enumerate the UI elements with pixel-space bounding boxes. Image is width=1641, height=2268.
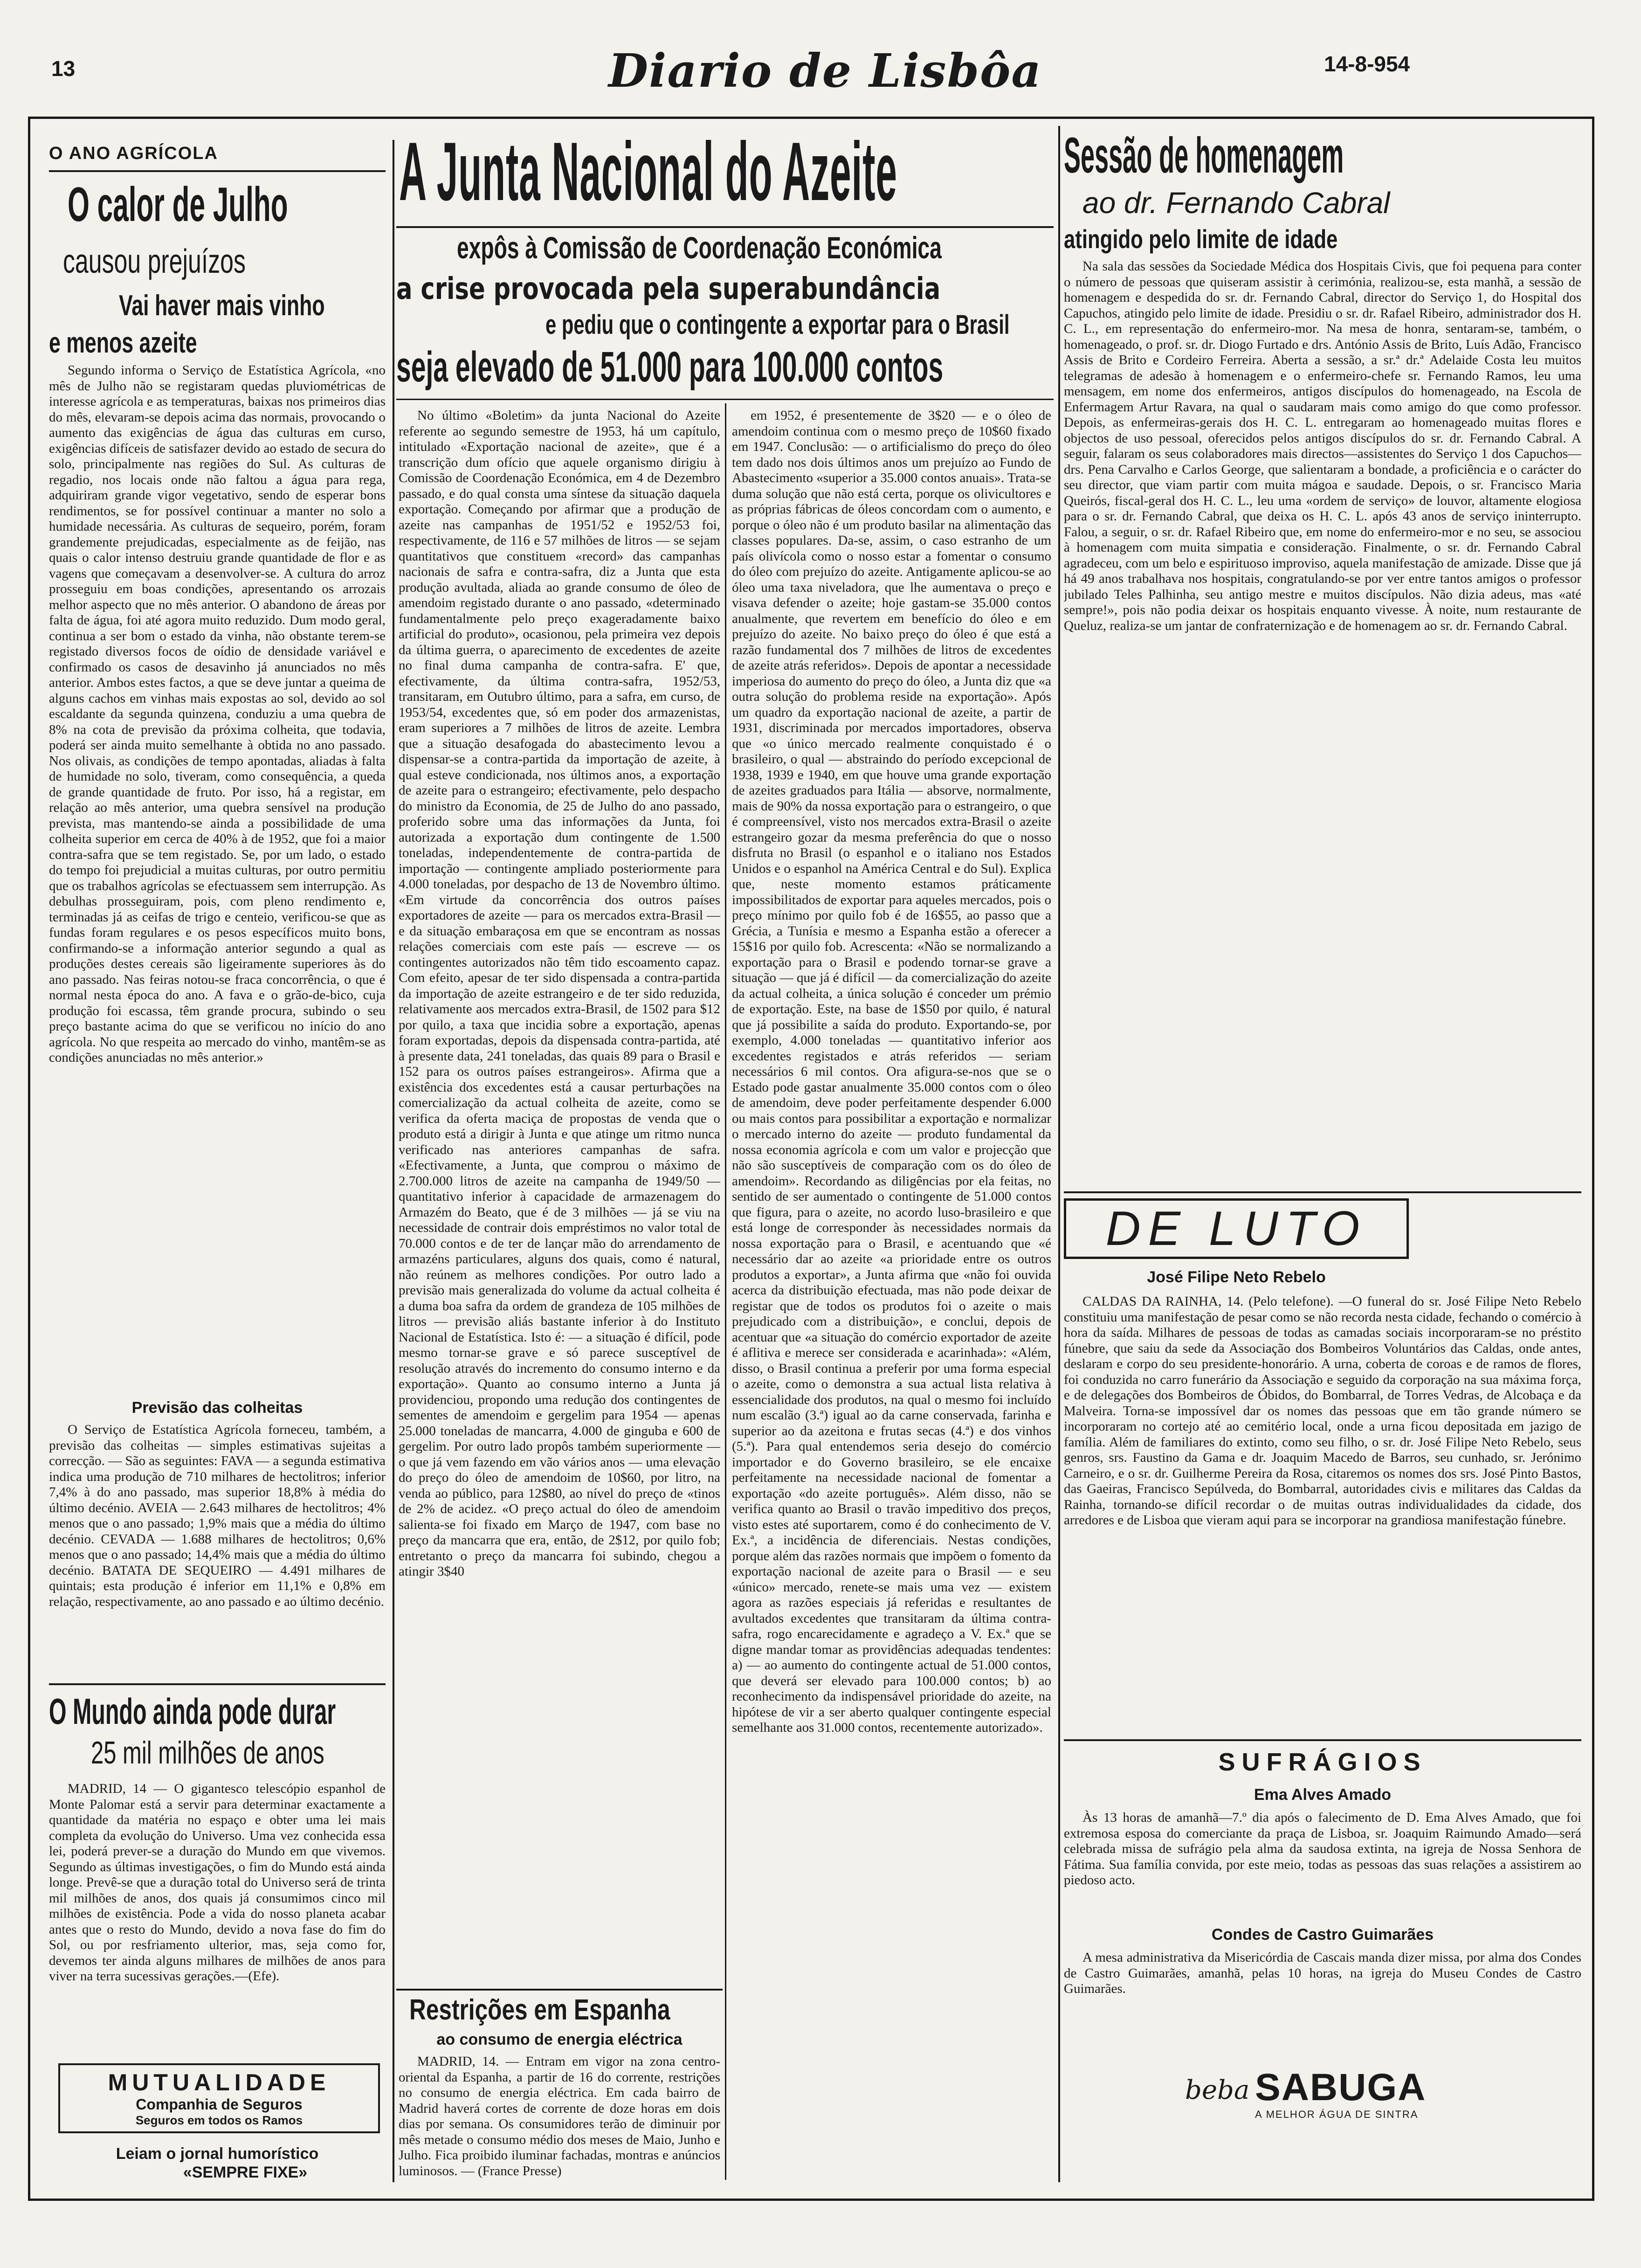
sufragio-name: Condes de Castro Guimarães: [1211, 1926, 1434, 1943]
deck-line: e pediu que o contingente a exportar para o Brasil: [545, 310, 1010, 340]
article-text: Na sala das sessões da Sociedade Médica dos Hospitais Civis, que foi pequena para conter o número de pessoas que quiseram assistir à cerimónia, realizou-se, esta manhã, a sessão de homenagem e despedida do sr. dr. Fernando Cabral, director do Serviço 1, do Hospital dos Capuchos, atingido pelo limite de idade. Presidiu o sr. dr. Rafael Ribeiro, administrador dos H. C. L., em representação do enfermeiro-mor. Na mesa de honra, sentaram-se, também, o homenageado, o prof. sr. dr. Diogo Furtado e drs. António Assis de Brito, Luís Adão, Francisco Assis de Brito e Cordeiro Ferreira. Aberta a sessão, a sr.ª dr.ª Adelaide Costa leu muitos telegramas de adesão à homenagem e o enfermeiro-chefe sr. Fernando Ramos, leu uma mensagem, em nome dos enfermeiros, antigos discípulos do homenageado, na Escola de Enfermagem Artur Ravara, na qual o saudaram mais como amigo do que como professor. Depois, as enfermeiras-gerais dos H. C. L. entregaram ao homenageado muitas flores e objectos de uso pessoal, oferecidos pelos antigos discípulos do sr. dr. Fernando Cabral. A seguir, falaram os seus colaboradores mais directos—assistentes do Serviço 1 dos Capuchos—drs. Pena Carvalho e Carlos George, que salientaram a bondade, a proficiência e o carácter do seu director, que viam partir com muita mágoa e saudade. Depois, o sr. Francisco Maria Queirós, fiscal-geral dos H. C. L., leu uma «ordem de serviço» de louvor, altamente elogiosa para o sr. dr. Fernando Cabral, que deixa os H. C. L. após 43 anos de serviço ininterrupto. Falou, a seguir, o sr. dr. Rafael Ribeiro que, em nome do enfermeiro-mor e no seu, se associou à homenagem com muita simpatia e consideração. Finalmente, o sr. dr. Fernando Cabral agradeceu, com um belo e espirituoso improviso, aquela manifestação de amizade. Disse que já há 49 anos trabalhava nos hospitais, congratulando-se por ver entre tantos amigos o professor jubilado Teles Palhinha, seu antigo mestre e muitos discípulos. Não dizia adeus, mas «até sempre!», pois não podia deixar os hospitais enquanto vivesse. À noite, num restaurante de Queluz, realiza-se um jantar de confraternização e de homenagem ao sr. dr. Fernando Cabral.: [1064, 259, 1581, 633]
page-number: 13: [51, 56, 76, 81]
article-body-sessao: [1064, 259, 1581, 1187]
article-text: Segundo informa o Serviço de Estatística Agrícola, «no mês de Julho não se registaram quedas pluviométricas de interesse agrícola e as temperaturas, baixas nos primeiros dias do mês, elevaram-se depois acima das normais, provocando o aumento das exigências de água das culturas em curso, exigências difíceis de satisfazer devido ao estado de secura do solo, principalmente nas regiões do Sul. As culturas de regadio, nos locais onde não faltou a água para rega, adquiriram grande vigor vegetativo, sendo de esperar bons rendimentos, se for possível continuar a manter no solo a humidade necessária. As culturas de sequeiro, porém, foram grandemente prejudicadas, especialmente as de feijão, nas quais o calor intenso destruiu grande quantidade de flor e as vagens que começavam a desenvolver-se. A cultura do arroz prosseguiu em boas condições, apresentando os arrozais melhor aspecto que no mês anterior. O abandono de áreas por falta de água, foi até agora muito reduzido. Dum modo geral, continua a ser bom o estado da vinha, não obstante terem-se registado diversos focos de oídio de densidade variável e confirmado os casos de desavinho já anunciados no mês anterior. Ambos estes factos, a que se deve juntar a queima de alguns cachos em vinhas mais expostas ao sol, devido ao sol escaldante da segunda quinzena, conduziu a uma quebra de 8% na cota de previsão da próxima colheita, que todavia, poderá ser ainda muito semelhante à obtida no ano passado. Nos olivais, as condições de tempo apontadas, aliadas à falta de humidade no solo, tiveram, como consequência, a queda de grande quantidade de fruto. Por isso, há a registar, em relação ao mês anterior, uma quebra sensível na produção prevista, mas mantendo-se ainda a possibilidade de uma colheita superior em cerca de 40% à de 1952, que foi a maior contra-safra que se tem registado. Se, por um lado, o estado do tempo foi prejudicial a muitas culturas, por outro permitiu que os trabalhos agrícolas se efectuassem sem interrupção. As debulhas prosseguiram, pois, com pleno rendimento e, terminadas já as ceifas de trigo e centeio, verificou-se que as fundas foram regulares e os pesos específicos muito bons, confirmando-se a informação anterior segundo a qual as produções destes cereais são ligeiramente superiores às do ano passado. Nas feiras notou-se fraca concorrência, o que é normal nesta época do ano. A fava e o grão-de-bico, cuja produção foi escassa, têm grande procura, subindo o seu preço bastante acima do que se verificou no início do ano agrícola. No que respeita ao mercado do vinho, mantêm-se as condições anunciadas no mês anterior.»: [49, 363, 386, 1065]
deck-line: a crise provocada pela superabundância: [396, 272, 941, 306]
column-divider: [1058, 126, 1060, 2182]
newspaper-title: Diario de Lisbôa: [608, 44, 1042, 98]
article-body-mundo: [49, 1781, 386, 2052]
section-rule: [49, 1683, 386, 1685]
right-column: [1064, 126, 1586, 2187]
article-text: em 1952, é presentemente de 3$20 — e o óleo de amendoim continua com o mesmo preço de 10$60 fixado em 1947. Conclusão: — o artificialismo do preço do óleo tem dado nos dois últimos anos um prejuízo ao Fundo de Abastecimento «superior a 35.000 contos anuais». Trata-se duma solução que não está certa, porque os olivicultores e as próprias fábricas de óleos concordam com o aumento, e porque o óleo não é um produto basilar na alimentação das classes populares. Da-se, assim, o caso estranho de um país olivícola como o nosso estar a fomentar o consumo do óleo com prejuízo do azeite. Antigamente aplicou-se ao óleo uma taxa niveladora, que lhe aumentava o preço e visava defender o azeite; hoje gastam-se 35.000 contos anualmente, que revertem em benefício do óleo e em prejuízo do azeite. No baixo preço do óleo é que está a razão fundamental dos 7 milhões de litros de excedentes de azeite atrás referidos». Depois de apontar a necessidade imperiosa do aumento do preço do óleo, a Junta diz que «a outra solução do problema reside na exportação». Após um quadro da exportação nacional de azeite, a partir de 1931, discriminada por mercados importadores, observa que «o único mercado realmente conquistado é o brasileiro, o qual — abstraindo do período excepcional de 1938, 1939 e 1940, em que houve uma grande exportação de azeites graduados para Itália — absorve, normalmente, mais de 90% da nossa exportação para o estrangeiro, o que é compreensível, visto nos mercados extra-Brasil o azeite estrangeiro gozar da mesma preferência do que o nosso disfruta no Brasil (o espanhol e o italiano nos Estados Unidos e o espanhol na América Central e do Sul). Explica que, neste momento estamos práticamente impossibilitados de exportar para aqueles mercados, pois o preço mínimo por quilo fob é de 16$55, ao passo que a Grécia, a Tunísia e mesmo a Espanha estão a oferecer a 15$16 por quilo fob. Acrescenta: «Não se normalizando a exportação para o Brasil e podendo tornar-se grave a situação — que já é difícil — da comercialização do azeite da actual colheita, a única solução é conceder um prémio de exportação. Este, na base de 1$50 por quilo, é natural que já possibilite a saída do produto. Exportando-se, por exemplo, 4.000 toneladas — quantitativo inferior aos excedentes registados e atrás referidos — seriam necessários 6 mil contos. Ora afigura-se-nos que se o Estado pode gastar anualmente 35.000 contos com o óleo de amendoim, deve poder perfeitamente despender 6.000 ou mais contos para possibilitar a exportação e normalizar o mercado interno do azeite — produto fundamental da nossa economia agrícola e com um valor e projecção que não são susceptíveis de comparação com os do óleo de amendoim». Recordando as diligências por ela feitas, no sentido de ser aumentado o contingente de 51.000 contos que figura, para o azeite, no acordo luso-brasileiro e que está longe de corresponder às necessidades normais da nossa exportação para o Brasil, e acentuando que «é necessário dar ao azeite «a prioridade entre os outros produtos a exportar», a Junta afirma que «não foi ouvida acerca da distribuição efectuada, mas não pode deixar de registar que de todos os produtos foi o azeite o mais prejudicado com a distribuição», e conclui, depois de acentuar que «a situação do comércio exportador de azeite é aflitiva e merece ser considerada e acarinhada»: «Além, disso, o Brasil continua a preferir por uma forma especial o azeite, como o demonstra a sua actual lista relativa à essencialidade dos produtos, na qual o mesmo foi incluído num escalão (3.ª) igual ao da carne conservada, farinha e superior ao da azeitona e frutas secas (4.ª) e dos vinhos (5.ª). Para qual entendemos seria desejo do comércio importador e do Governo brasileiro, se ele encaixe perfeitamente na necessidade nacional de fomentar a exportação «do azeite português». Além disso, não se verifica quanto ao Brasil o travão impeditivo dos preços, visto estes até suportarem, como é do conhecimento de V. Ex.ª, a incidência de diferenciais. Nestas condições, porque além das razões normais que impõem o fomento da exportação nacional de azeite para o Brasil — e seu «único» mercado, renete-se mais uma vez — existem agora as razões especiais já referidas e resultantes de avultados excedentes que transitaram da última contra-safra, rogo encarecidamente e agradeço a V. Ex.ª que se digne mandar tomar as providências adequadas tendentes: a) — ao aumento do contingente actual de 51.000 contos, que deverá ser elevado para 100.000 contos; b) ao reconhecimento da indispensável prioridade do azeite, na hipótese de vir a ser aberto qualquer contingente especial semelhante aos 31.000 contos, recentemente autorizado».: [732, 408, 1051, 1735]
center-article: [396, 124, 1054, 2189]
headline-cabral: ao dr. Fernando Cabral: [1083, 186, 1390, 220]
headline-restricoes: Restrições em Espanha: [409, 1994, 670, 2026]
luto-banner: [1064, 1198, 1409, 1259]
ad-line: Seguros em todos os Ramos: [135, 2113, 303, 2127]
main-headline: A Junta Nacional do Azeite: [399, 125, 897, 218]
headline-milhoes: 25 mil milhões de anos: [91, 1735, 324, 1770]
article-body-luto: [1064, 1294, 1581, 1730]
article-text: O Serviço de Estatística Agrícola forneceu, também, a previsão das colheitas — simples estimativas sujeitas a correcção. — São as seguintes: FAVA — a segunda estimativa indica uma produção de 710 milhares de hectolitros; inferior 7,4% à do ano passado, mas superior 18,8% à média do último decénio. AVEIA — 2.643 milhares de hectolitros; 4% menos que o ano passado; 1,9% mais que a média do último decénio. CEVADA — 1.688 milhares de hectolitros; 0,6% menos que o ano passado; 14,4% mais que a média do último decénio. BATATA DE SEQUEIRO — 4.491 milhares de quintais; esta produção é inferior em 11,1% e 0,8% em relação, respectivamente, ao ano passado e ao último decénio.: [49, 1422, 386, 1609]
mutualidade-ad: [58, 2063, 380, 2133]
article-body-sufragio: [1064, 1810, 1581, 1920]
sufragio-name: Ema Alves Amado: [1254, 1786, 1392, 1804]
deck-rule: [396, 399, 1054, 400]
ad-line: Companhia de Seguros: [136, 2096, 303, 2113]
column-divider: [393, 140, 394, 2182]
deck-line: expôs à Comissão de Coordenação Económica: [457, 230, 942, 265]
headline-mundo: O Mundo ainda pode durar: [49, 1691, 336, 1732]
deck-line-big: seja elevado de 51.000 para 100.000 contos: [396, 343, 944, 391]
article-body-restricoes: [399, 2054, 720, 2185]
headline-prejuizos: causou prejuízos: [63, 243, 246, 280]
luto-name: José Filipe Neto Rebelo: [1147, 1268, 1326, 1286]
ad-title: MUTUALIDADE: [108, 2069, 331, 2095]
article-text: CALDAS DA RAINHA, 14. (Pelo telefone). —O funeral do sr. José Filipe Neto Rebelo constituiu uma manifestação de pesar como se não recorda nesta cidade, fechando o comércio à hora da saída. Milhares de pessoas de todas as camadas sociais incorporaram-se no préstito fúnebre, que saiu da sede da Associação dos Bombeiros Voluntários das Caldas, onde antes, deslaram e corpo do seu presidente-honorário. A urna, coberta de coroas e de ramos de flores, foi conduzida no carro funerário da Associação e seguido da corporação na sua máxima força, e de delegações dos Bombeiros de Óbidos, do Bombarral, de Torres Vedras, de Alcobaça e da Malveira. Torna-se impossível dar os nomes das pessoas que em tão grande número se incorporaram no cortejo até ao cemitério local, onde a urna ficou depositada em jazigo de família. Além de familiares do extinto, como seu filho, o sr. dr. José Filipe Neto Rebelo, seus genros, srs. Faustino da Gama e dr. Joaquim Macedo de Barros, seu cunhado, sr. Jerónimo Carneiro, e o sr. dr. Guilherme Pereira da Rosa, citaremos os nomes dos srs. José Pinto Bastos, das Gaeiras, Francisco Sepúlveda, do Bombarral, autoridades civis e militares das Caldas da Rainha, tornando-se difícil recordar o de muitas outras individualidades da cidade, dos arredores e de Lisboa que vieram aqui para se incorporar na grandiosa manifestação fúnebre.: [1064, 1294, 1581, 1528]
luto-title: DE LUTO: [1105, 1202, 1367, 1256]
sufragios-title: SUFRÁGIOS: [1218, 1748, 1427, 1776]
section-rule: [1064, 1739, 1581, 1741]
article-col-a: [399, 408, 720, 1986]
article-text: MADRID, 14. — Entram em vigor na zona centro-oriental da Espanha, a partir de 16 do corrente, restrições no consumo de energia eléctrica. Em cada bairro de Madrid haverá cortes de corrente de doze horas em dois dias por semana. Os consumidores terão de diminuir por mês metade o consumo médio dos meses de Maio, Junho e Julho. Fica proibido iluminar fachadas, montras e anúncios luminosos. — (France Presse): [399, 2054, 720, 2178]
column-divider: [725, 403, 726, 2180]
article-text: No último «Boletim» da junta Nacional do Azeite referente ao segundo semestre de 1953, há um capítulo, intitulado «Exportação nacional de azeite», que é a transcrição dum ofício que aquele organismo dirigiu à Comissão de Coordenação Económica, em 4 de Dezembro passado, e do qual consta uma síntese da situação daquela exportação. Começando por afirmar que a produção de azeite nas campanhas de 1951/52 e 1952/53 foi, respectivamente, de 116 e 57 milhões de litros — se sejam quantitativos que constituem «record» das campanhas nacionais de safra e contra-safra, diz a Junta que esta produção avultada, aliada ao grande consumo de óleo de amendoim registado durante o ano passado, «determinado fundamentalmente pelo preço exageradamente baixo artificial do produto», ocasionou, pela primeira vez depois da última guerra, o aparecimento de excedentes de azeite no final duma campanha de contra-safra. E' que, efectivamente, da última contra-safra, 1952/53, transitaram, em Outubro último, para a safra, em curso, de 1953/54, excedentes que, só em poder dos armazenistas, eram superiores a 7 milhões de litros de azeite. Lembra que a situação desafogada do abastecimento levou a dispensar-se a contra-partida da importação de azeite, à qual esteve condicionada, nos últimos anos, a exportação de azeite para o estrangeiro; efectivamente, pelo despacho do ministro da Economia, de 25 de Julho do ano passado, proferido sobre uma das informações da Junta, foi autorizada a exportação dum contingente de 1.500 toneladas, independentemente de contra-partida de importação — contingente ampliado posteriormente para 4.000 toneladas, por despacho de 13 de Novembro último. «Em virtude da concorrência dos outros países exportadores de azeite — para os mercados extra-Brasil — e da situação embaraçosa em que se encontram as nossas relações comerciais com este país — escreve — os contingentes autorizados não têm tido escoamento capaz. Com efeito, apesar de ter sido dispensada a contra-partida da importação de azeite estrangeiro e de ter sido reduzida, relativamente aos mercados extra-Brasil, de 1502 para $12 por quilo, a taxa que incidia sobre a exportação, apenas foram exportadas, depois da dispensada contra-partida, até à presente data, 241 toneladas, das quais 89 para o Brasil e 152 para os outros países estrangeiros». Afirma que a existência dos excedentes está a causar perturbações na comercialização da actual colheita de azeite, como se verifica da oferta maciça de propostas de venda que o produto está a dirigir à Junta e que atinge um ritmo nunca verificado nas anteriores campanhas de safra. «Efectivamente, a Junta, que comprou o máximo de 2.700.000 litros de azeite na campanha de 1949/50 — quantitativo inferior à capacidade de armazenagem do Armazém do Beato, que é de 3 milhões — já se viu na necessidade de contrair dois empréstimos no valor total de 70.000 contos e de ter de lançar mão do arrendamento de armazéns particulares, alguns dos quais, como é natural, não reúnem as melhores condições. Por outro lado a previsão mais generalizada do volume da actual colheita é a duma boa safra da ordem de grandeza de 105 milhões de litros — previsão aliás bastante inferior à do Instituto Nacional de Estatística. Isto é: — a situação é difícil, pode mesmo tornar-se grave e só parece susceptível de resolução através do incremento do consumo interno e da exportação». Quanto ao consumo interno a Junta já providenciou, propondo uma redução dos contingentes de sementes de amendoim e gergelim para 1954 — apenas 25.000 toneladas de mancarra, 4.000 de ginguba e 600 de gergelim. Por outro lado propôs também superiormente — o que já vem fazendo em vão vários anos — uma elevação do preço do óleo de amendoim de 10$60, por litro, na venda ao público, para 12$80, ao nível do preço de «tinos de 2% de acidez. «O preço actual do óleo de amendoim salienta-se foi fixado em Março de 1947, com base no preço da mancarra que era, então, de 2$12, por quilo fob; entretanto o preço da mancarra foi subindo, chegou a atingir 3$40: [399, 408, 720, 1579]
sabuga-ad: [1185, 2066, 1558, 2126]
section-rule: [1064, 1191, 1581, 1193]
article-body-sufragio: [1064, 1950, 1581, 2029]
promo-line: «SEMPRE FIXE»: [183, 2164, 308, 2181]
article-col-b: [732, 408, 1051, 2185]
section-rule: [396, 1989, 723, 1991]
article-body-previsao: [49, 1422, 386, 1678]
subhead-previsao: Previsão das colheitas: [131, 1399, 303, 1417]
section-kicker: O ANO AGRÍCOLA: [49, 144, 218, 163]
article-text: MADRID, 14 — O gigantesco telescópio espanhol de Monte Palomar está a servir para determinar exactamente a quantidade da matéria no espaço e obter uma lei mais completa da evolução do Universo. Uma vez conhecida essa lei, poderá prever-se a duração do Mundo em que vivemos. Segundo as últimas investigações, o fim do Mundo está ainda longe. Prevê-se que a duração total do Universo será de trinta mil milhões de anos, dos quais já consumimos cinco mil milhões de existência. Pode a vida do nosso planeta acabar antes que o resto do Mundo, devido a nova fase do fim do Sol, ou por resfriamento ulterior, mas, seja como for, devemos ter ainda alguns milhares de milhões de anos para viver na terra sucessivas gerações.—(Efe).: [49, 1781, 386, 1984]
headline-idade: atingido pelo limite de idade: [1064, 224, 1338, 254]
headline-azeite: e menos azeite: [49, 327, 197, 359]
headline-sessao: Sessão de homenagem: [1064, 127, 1344, 183]
ad-brand: SABUGA: [1255, 2066, 1427, 2109]
kicker-rule: [49, 170, 386, 172]
headline-rule: [396, 226, 1054, 228]
promo-line: Leiam o jornal humorístico: [116, 2145, 319, 2163]
headline-vinho: Vai haver mais vinho: [119, 290, 325, 322]
left-column: [49, 140, 386, 2182]
issue-date: 14-8-954: [1324, 52, 1410, 76]
ad-tagline: A MELHOR ÁGUA DE SINTRA: [1255, 2109, 1419, 2120]
article-text: Às 13 horas de amanhã—7.º dia após o falecimento de D. Ema Alves Amado, que foi extremosa esposa do comerciante da praça de Lisboa, sr. Joaquim Raimundo Amado—será celebrada missa de sufrágio pela alma da saudosa extinta, na igreja de Nossa Senhora de Fátima. Sua família convida, por este meio, todas as pessoas das suas relações a assistirem ao piedoso acto.: [1064, 1810, 1581, 1888]
ad-script: beba: [1185, 2075, 1250, 2105]
article-text: A mesa administrativa da Misericórdia de Cascais manda dizer missa, por alma dos Condes de Castro Guimarães, amanhã, pelas 10 horas, na igreja do Museu Condes de Castro Guimarães.: [1064, 1950, 1581, 1996]
subhead-energia: ao consumo de energia eléctrica: [436, 2031, 683, 2048]
article-body-calor: [49, 363, 386, 1393]
headline-calor: O calor de Julho: [68, 178, 288, 232]
